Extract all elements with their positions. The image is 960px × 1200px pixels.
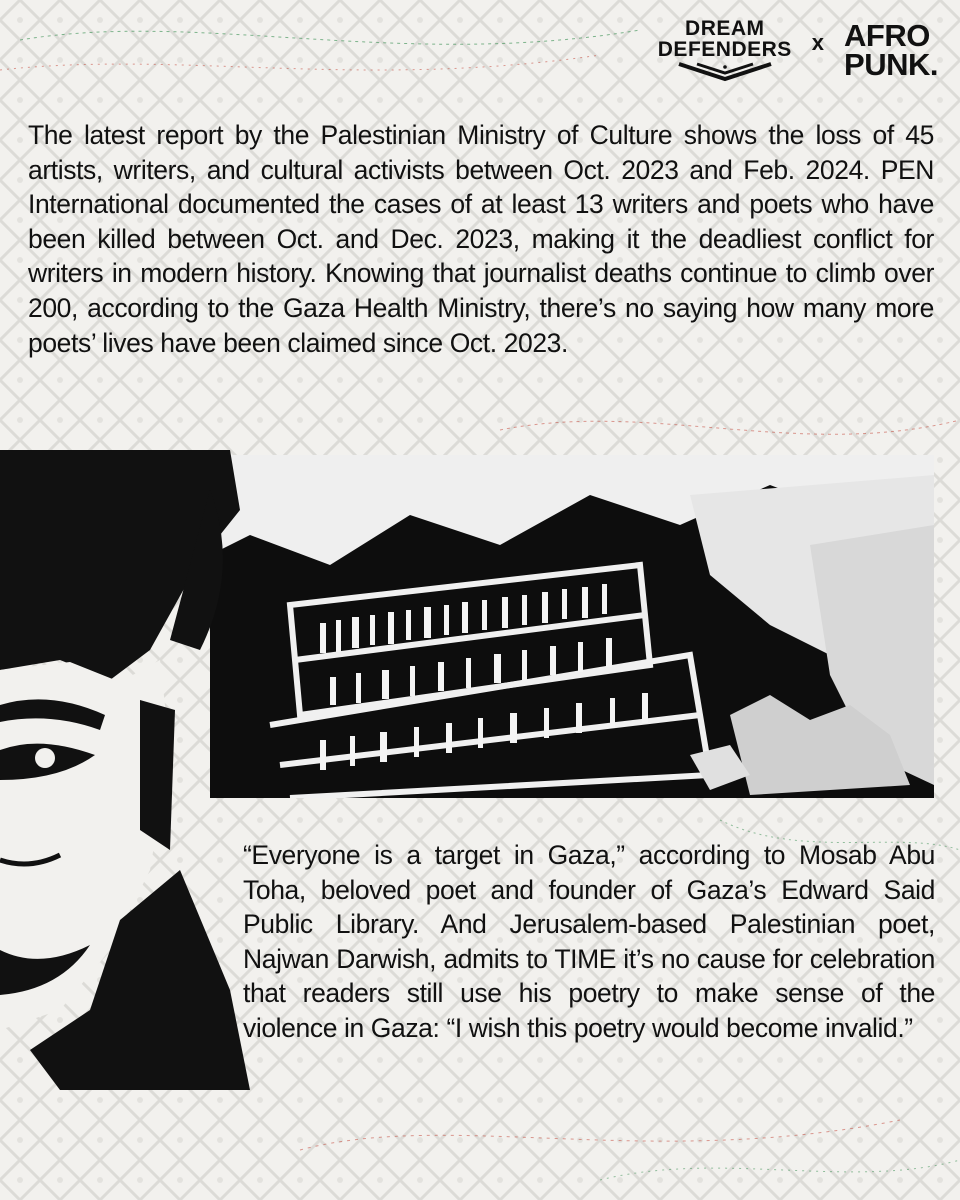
quote-paragraph: “Everyone is a target in Gaza,” according to Mosab Abu Toha, beloved poet and founder of Gaza’s Edward Said Public Library. And Jerusalem-based Palestinian poet, Najwan Darwish, admits to TIME it’s no cause for celebration that readers still use his poetry to make sense of the violence in Gaza: “I wish this poetry would become invalid.” — [243, 840, 935, 1043]
library-illustration — [210, 455, 934, 798]
afropunk-line2: PUNK. — [844, 47, 938, 82]
portrait-illustration — [0, 450, 250, 1090]
partner-logos — [658, 18, 938, 82]
library-photo — [210, 455, 934, 798]
dream-defenders-line1: DREAM — [685, 17, 765, 40]
dream-defenders-line2: DEFENDERS — [657, 38, 792, 61]
intro-paragraph: The latest report by the Palestinian Ministry of Culture shows the loss of 45 artists, writers, and cultural activists between Oct. 2023 and Feb. 2024. PEN International documented the cases of at least 13 writers and poets who have been killed between Oct. and Dec. 2023, making it the deadliest conflict for writers in modern history. Knowing that journalist deaths continue to climb over 200, according to the Gaza Health Ministry, there’s no saying how many more poets’ lives have been claimed since Oct. 2023. — [28, 120, 934, 358]
logo-separator: x — [811, 30, 825, 55]
afropunk-logo — [844, 18, 938, 82]
afropunk-line1: AFRO — [844, 18, 930, 53]
chevron-icon — [675, 62, 775, 82]
poet-portrait — [0, 450, 250, 1090]
dream-defenders-logo — [658, 18, 792, 82]
